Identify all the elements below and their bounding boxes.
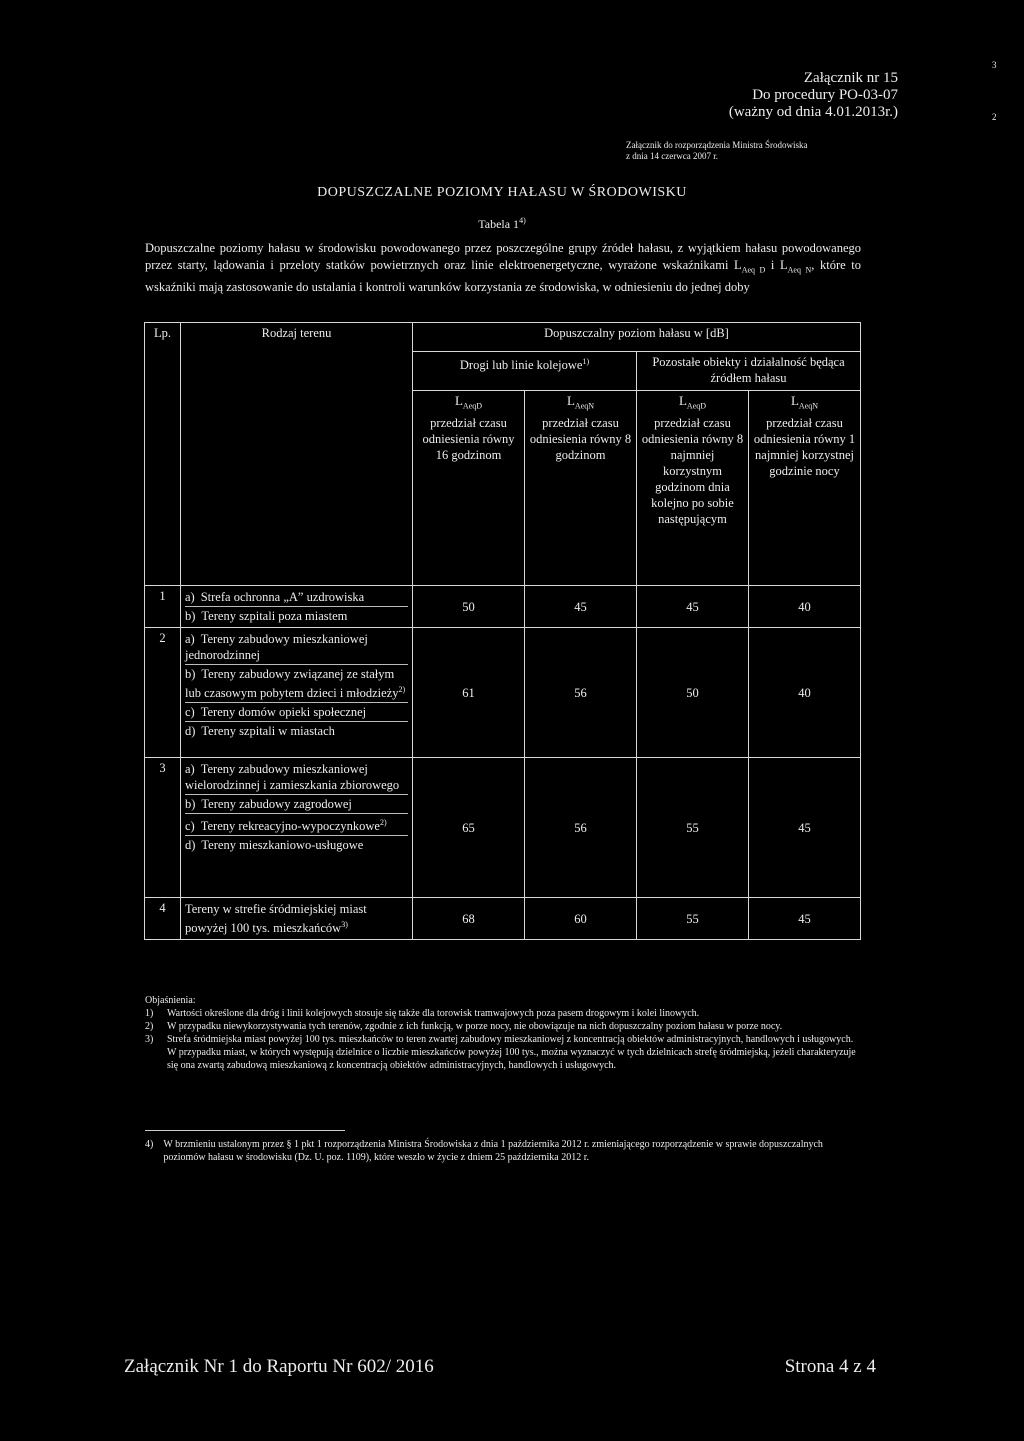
terrain-item <box>185 588 408 606</box>
regulation-line-1: Załącznik do rozporządzenia Ministra Środowiska <box>626 140 808 150</box>
limit-value-cell: 65 <box>413 758 525 898</box>
laeq-symbol: L <box>454 393 463 408</box>
terrain-item-text: Tereny szpitali w miastach <box>201 724 335 739</box>
limit-value-cell: 55 <box>637 758 749 898</box>
limit-value-cell: 56 <box>525 758 637 898</box>
footnote-text: W brzmieniu ustalonym przez § 1 pkt 1 rozporządzenia Ministra Środowiska z dnia 1 października 2012 r. zmieniającego rozporządzenie w sprawie dopuszczalnych poziomów hałasu w środowisku (Dz. U. poz. 1109), które weszło w życie z dniem 25 października 2012 r. <box>163 1139 823 1163</box>
intro-paragraph <box>145 240 861 296</box>
laeq-subscript: AeqN <box>574 401 595 411</box>
page-number: Strona 4 z 4 <box>784 1356 876 1377</box>
limit-value-cell: 40 <box>749 586 861 628</box>
limit-value-cell: 40 <box>749 628 861 758</box>
margin-mark-bottom: 2 <box>992 112 997 122</box>
terrain-item-text: Tereny domów opieki społecznej <box>200 705 367 720</box>
terrain-item-text: Tereny szpitali poza miastem <box>201 609 348 623</box>
laeq-symbol: L <box>566 393 575 408</box>
terrain-item-text: Tereny w strefie śródmiejskiej miast powyżej 100 tys. mieszkańców <box>185 902 367 936</box>
terrain-item-marker: b) <box>185 609 196 623</box>
roads-note: 1) <box>582 357 590 366</box>
terrain-item-marker: b) <box>185 667 196 681</box>
table-body <box>145 586 861 940</box>
report-reference: Załącznik Nr 1 do Raportu Nr 602/ 2016 <box>124 1356 434 1377</box>
explanation-item <box>145 1020 861 1033</box>
terrain-item <box>185 794 408 813</box>
terrain-item-marker: d) <box>185 724 196 739</box>
terrain-item <box>185 835 408 854</box>
table-title-note: 4) <box>519 216 526 225</box>
terrain-type-cell <box>181 898 413 940</box>
terrain-item-text: Tereny zabudowy mieszkaniowej jednorodzinnej <box>185 632 368 662</box>
limit-value-cell: 45 <box>749 898 861 940</box>
col-header-laeqn-other <box>749 391 861 586</box>
period-description: przedział czasu odniesienia równy 16 godzinom <box>422 415 515 462</box>
col-header-allowed-level: Dopuszczalny poziom hałasu w [dB] <box>413 323 861 352</box>
limit-value-cell: 56 <box>525 628 637 758</box>
limit-value-cell: 50 <box>637 628 749 758</box>
valid-from: (ważny od dnia 4.01.2013r.) <box>728 104 898 120</box>
period-description: przedział czasu odniesienia równy 8 najmniej korzystnym godzinom dnia kolejno po sobie następującym <box>641 415 744 526</box>
limit-value-cell: 60 <box>525 898 637 940</box>
terrain-item-text: Tereny mieszkaniowo-usługowe <box>201 838 364 853</box>
col-header-roads <box>413 352 637 391</box>
table-row <box>145 628 861 758</box>
explanations-heading: Objaśnienia: <box>145 995 196 1006</box>
explanation-text: Wartości określone dla dróg i linii kolejowych stosuje się także dla torowisk tramwajowych poza pasem drogowym i kolei linowych. <box>167 1008 700 1019</box>
table-row <box>145 758 861 898</box>
intro-text-2: i L <box>765 258 788 272</box>
terrain-item-marker: a) <box>185 632 195 646</box>
margin-mark-top: 3 <box>992 60 997 70</box>
col-header-laeqd-roads <box>413 391 525 586</box>
explanation-text: Strefa śródmiejska miast powyżej 100 tys. mieszkańców to teren zwartej zabudowy mieszkaniowej z koncentracją obiektów administracyjnych, handlowych i usługowych. W przypadku miast, w których występują dzielnice o liczbie mieszkańców powyżej 100 tys., można wyznaczyć w tych dzielnicach strefę śródmiejską, jeżeli charakteryzuje się ona zwartą zabudową mieszkaniową z koncentracją obiektów administracyjnych, handlowych i usługowych. <box>167 1034 856 1071</box>
procedure-ref: Do procedury PO-03-07 <box>752 87 898 103</box>
terrain-item-marker: a) <box>185 762 195 776</box>
terrain-item-text: Tereny zabudowy zagrodowej <box>201 797 352 811</box>
laeq-subscript: AeqD <box>462 401 483 411</box>
noise-limits-table <box>144 322 861 940</box>
col-header-terrain: Rodzaj terenu <box>181 323 413 586</box>
explanation-marker: 2) <box>145 1021 154 1032</box>
table-row <box>145 898 861 940</box>
terrain-item <box>185 630 408 664</box>
col-header-laeqn-roads <box>525 391 637 586</box>
document-title: DOPUSZCZALNE POZIOMY HAŁASU W ŚRODOWISKU <box>317 185 687 200</box>
terrain-type-cell <box>181 758 413 898</box>
limit-value-cell: 45 <box>749 758 861 898</box>
limit-value-cell: 68 <box>413 898 525 940</box>
explanation-item <box>145 1033 861 1072</box>
intro-text-1: Dopuszczalne poziomy hałasu w środowisku powodowanego przez poszczególne grupy źródeł hałasu, z wyjątkiem hałasu powodowanego przez starty, lądowania i przeloty statków powietrznych oraz linie elektroenergetyczne, wyrażone wskaźnikami L <box>145 241 861 272</box>
table-title-text: Tabela 1 <box>478 217 520 231</box>
laeq-symbol: L <box>678 393 687 408</box>
terrain-item <box>185 664 408 702</box>
row-number: 2 <box>145 628 181 758</box>
period-description: przedział czasu odniesienia równy 1 najmniej korzystnej godzinie nocy <box>753 415 856 478</box>
explanation-item <box>145 1007 861 1020</box>
period-description: przedział czasu odniesienia równy 8 godzinom <box>529 415 632 462</box>
col-header-laeqd-other <box>637 391 749 586</box>
intro-sub-2: Aeq N <box>787 265 812 275</box>
terrain-item <box>185 813 408 835</box>
regulation-ref <box>626 140 807 162</box>
limit-value-cell: 45 <box>525 586 637 628</box>
explanation-text: W przypadku niewykorzystywania tych terenów, zgodnie z ich funkcją, w porze nocy, nie obowiązuje na nich dopuszczalny poziom hałasu w porze nocy. <box>167 1021 783 1032</box>
terrain-item <box>185 900 408 937</box>
intro-text-3: , które to wskaźniki mają zastosowanie do ustalania i kontroli warunków korzystania ze środowiska, w odniesieniu do jednej doby <box>145 258 862 294</box>
intro-sub-1: Aeq D <box>741 265 766 275</box>
col-header-lp: Lp. <box>145 323 181 586</box>
terrain-item-note: 3) <box>341 920 348 929</box>
laeq-subscript: AeqN <box>798 401 819 411</box>
row-number: 4 <box>145 898 181 940</box>
terrain-item <box>185 760 408 794</box>
terrain-item <box>185 721 408 740</box>
terrain-item-marker: d) <box>185 838 196 853</box>
col-header-other: Pozostałe obiekty i działalność będąca źródłem hałasu <box>637 352 861 391</box>
explanation-marker: 1) <box>145 1008 154 1019</box>
explanations <box>145 994 861 1072</box>
terrain-item-text: Tereny rekreacyjno-wypoczynkowe <box>200 819 380 834</box>
explanations-list <box>145 1007 861 1072</box>
row-number: 3 <box>145 758 181 898</box>
terrain-item <box>185 702 408 721</box>
terrain-type-cell <box>181 628 413 758</box>
terrain-item-note: 2) <box>398 685 406 694</box>
annex-number: Załącznik nr 15 <box>803 70 898 86</box>
terrain-item-marker: c) <box>185 705 195 720</box>
roads-label: Drogi lub linie kolejowe <box>459 358 583 373</box>
explanation-marker: 3) <box>145 1034 154 1045</box>
terrain-item <box>185 606 408 625</box>
terrain-item-text: Strefa ochronna „A” uzdrowiska <box>200 590 365 604</box>
page-footer <box>124 1356 876 1378</box>
laeq-symbol: L <box>790 393 799 408</box>
terrain-item-marker: a) <box>185 590 195 604</box>
terrain-item-text: Tereny zabudowy związanej ze stałym lub czasowym pobytem dzieci i młodzieży <box>185 667 399 701</box>
table-title <box>0 216 1004 232</box>
terrain-item-marker: c) <box>185 819 195 834</box>
laeq-subscript: AeqD <box>686 401 707 411</box>
limit-value-cell: 55 <box>637 898 749 940</box>
limit-value-cell: 50 <box>413 586 525 628</box>
row-number: 1 <box>145 586 181 628</box>
terrain-item-text: Tereny zabudowy mieszkaniowej wielorodzinnej i zamieszkania zbiorowego <box>185 762 400 792</box>
table-row <box>145 586 861 628</box>
footnote-divider <box>145 1130 345 1131</box>
terrain-item-marker: b) <box>185 797 196 811</box>
terrain-item-note: 2) <box>379 818 387 827</box>
regulation-line-2: z dnia 14 czerwca 2007 r. <box>626 151 718 161</box>
terrain-type-cell <box>181 586 413 628</box>
limit-value-cell: 45 <box>637 586 749 628</box>
limit-value-cell: 61 <box>413 628 525 758</box>
header-block <box>729 70 898 121</box>
footnote <box>145 1138 861 1164</box>
footnote-marker: 4) <box>145 1139 154 1150</box>
